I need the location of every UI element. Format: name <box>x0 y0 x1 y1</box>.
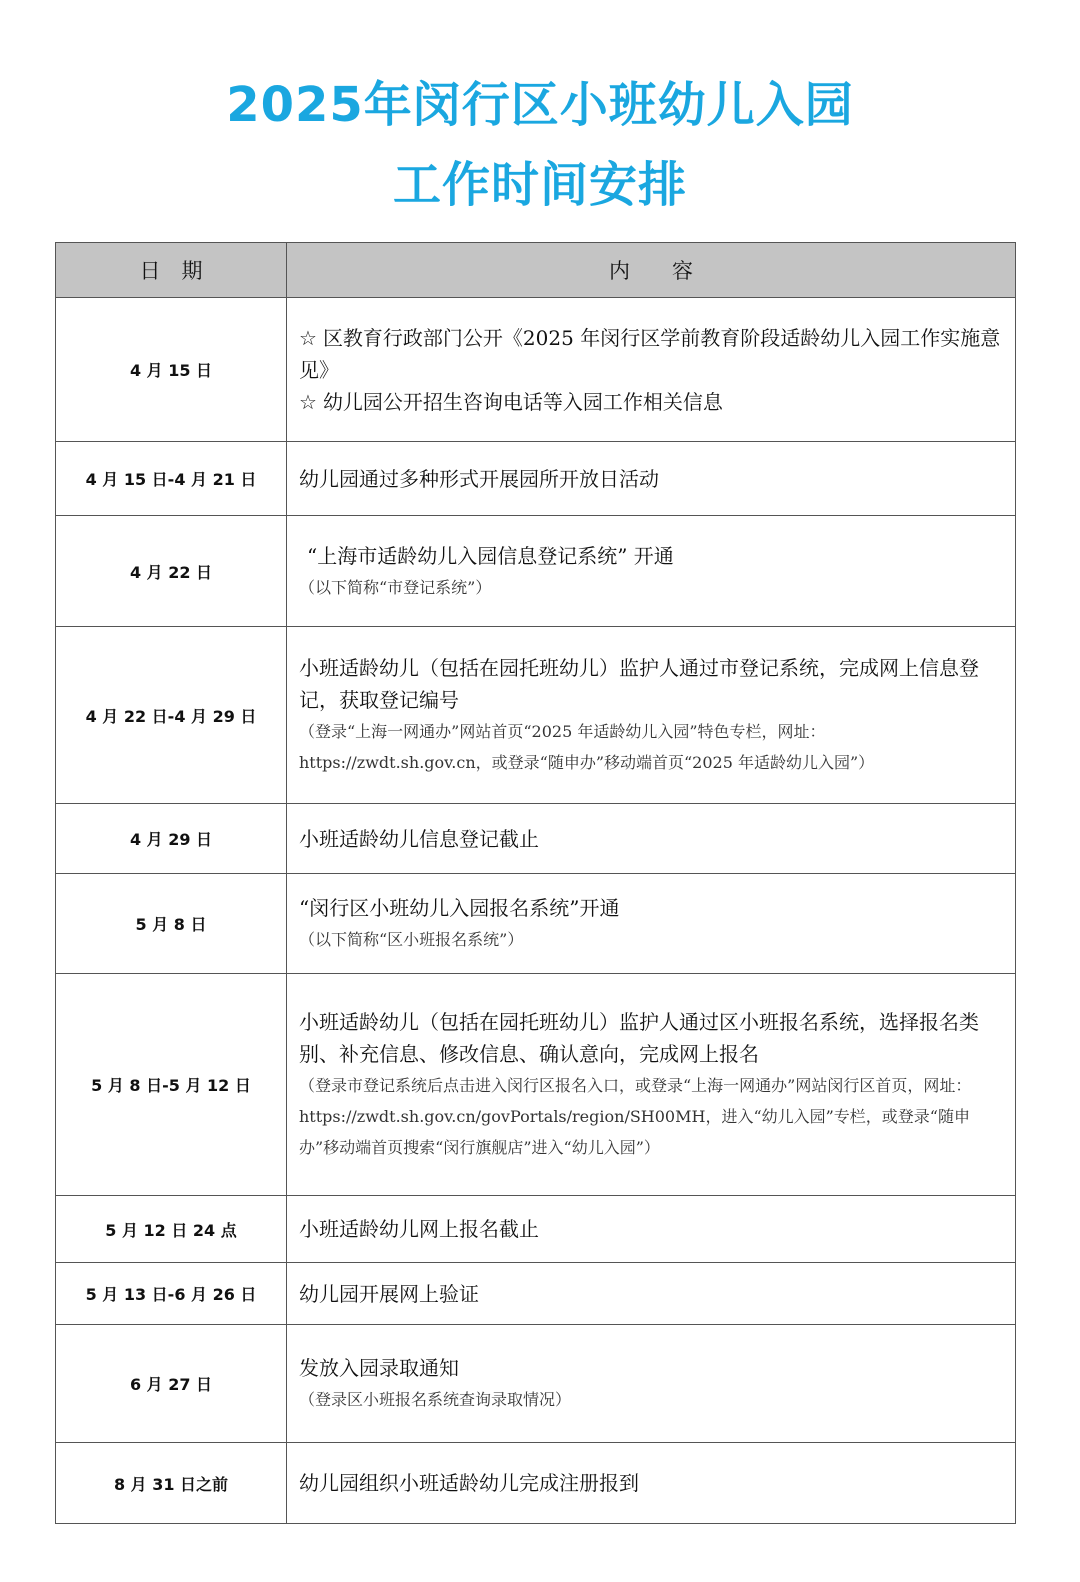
row-date: 5 月 13 日-6 月 26 日 <box>56 1263 287 1325</box>
table-row <box>56 804 1016 874</box>
content-column-header: 内 容 <box>287 243 1016 298</box>
bullet-item <box>299 322 1005 386</box>
row-content <box>287 516 1016 627</box>
row-date: 8 月 31 日之前 <box>56 1443 287 1524</box>
star-icon: ☆ <box>299 389 317 414</box>
row-main-text: 发放入园录取通知 <box>299 1356 459 1380</box>
row-content <box>287 1263 1016 1325</box>
bullet-text: 区教育行政部门公开《2025 年闵行区学前教育阶段适龄幼儿入园工作实施意见》 <box>299 325 1001 382</box>
bullet-item <box>299 386 1005 418</box>
table-row <box>56 1443 1016 1524</box>
row-main-text: 小班适龄幼儿（包括在园托班幼儿）监护人通过区小班报名系统，选择报名类别、补充信息、修改信息、确认意向，完成网上报名 <box>299 1010 979 1066</box>
page-title: 2025年闵行区小班幼儿入园 <box>226 77 854 133</box>
row-note: （以下简称“区小班报名系统”） <box>299 930 524 949</box>
row-note: （登录市登记系统后点击进入闵行区报名入口，或登录“上海一网通办”网站闵行区首页，网址：https://zwdt.sh.gov.cn/govPortals/region/SH00MH，进入“幼儿入园”专栏，或登录“随申办”移动端首页搜索“闵行旗舰店”进入“幼儿入园”） <box>299 1076 972 1157</box>
row-main-text: 小班适龄幼儿（包括在园托班幼儿）监护人通过市登记系统，完成网上信息登记，获取登记编号 <box>299 656 979 712</box>
row-date: 5 月 8 日-5 月 12 日 <box>56 974 287 1196</box>
row-content <box>287 804 1016 874</box>
table-row <box>56 298 1016 442</box>
table-row <box>56 1325 1016 1443</box>
row-date: 4 月 15 日-4 月 21 日 <box>56 442 287 516</box>
row-date: 5 月 12 日 24 点 <box>56 1196 287 1263</box>
page-subtitle: 工作时间安排 <box>392 157 687 213</box>
row-main-text: 幼儿园通过多种形式开展园所开放日活动 <box>299 466 659 491</box>
table-header-row <box>56 243 1016 298</box>
star-icon: ☆ <box>299 325 317 350</box>
table-row <box>56 874 1016 974</box>
row-content <box>287 627 1016 804</box>
table-row <box>56 1263 1016 1325</box>
row-content <box>287 974 1016 1196</box>
row-main-text: 小班适龄幼儿网上报名截止 <box>299 1217 539 1241</box>
row-date: 4 月 22 日-4 月 29 日 <box>56 627 287 804</box>
row-main-text: 幼儿园组织小班适龄幼儿完成注册报到 <box>299 1471 639 1495</box>
table-row <box>56 442 1016 516</box>
row-date: 6 月 27 日 <box>56 1325 287 1443</box>
row-date: 4 月 22 日 <box>56 516 287 627</box>
table-row <box>56 1196 1016 1263</box>
row-main-text: “闵行区小班幼儿入园报名系统”开通 <box>299 896 620 920</box>
row-content <box>287 1325 1016 1443</box>
row-main-text: 幼儿园开展网上验证 <box>299 1281 479 1306</box>
row-content <box>287 442 1016 516</box>
row-date: 4 月 29 日 <box>56 804 287 874</box>
table-row <box>56 516 1016 627</box>
row-note: （以下简称“市登记系统”） <box>299 577 492 597</box>
table-row <box>56 974 1016 1196</box>
bullet-text: 幼儿园公开招生咨询电话等入园工作相关信息 <box>322 389 723 414</box>
row-date: 5 月 8 日 <box>56 874 287 974</box>
row-date: 4 月 15 日 <box>56 298 287 442</box>
row-content <box>287 1196 1016 1263</box>
date-column-header: 日 期 <box>56 243 287 298</box>
table-row <box>56 627 1016 804</box>
row-note: （登录“上海一网通办”网站首页“2025 年适龄幼儿入园”特色专栏，网址：https://zwdt.sh.gov.cn，或登录“随申办”移动端首页“2025 年适龄幼儿入园”） <box>299 722 875 772</box>
row-content <box>287 874 1016 974</box>
row-main-text: “上海市适龄幼儿入园信息登记系统” 开通 <box>307 543 674 568</box>
row-note: （登录区小班报名系统查询录取情况） <box>299 1390 572 1409</box>
schedule-table <box>55 242 1016 1524</box>
row-content <box>287 298 1016 442</box>
row-main-text: 小班适龄幼儿信息登记截止 <box>299 826 539 851</box>
row-content <box>287 1443 1016 1524</box>
